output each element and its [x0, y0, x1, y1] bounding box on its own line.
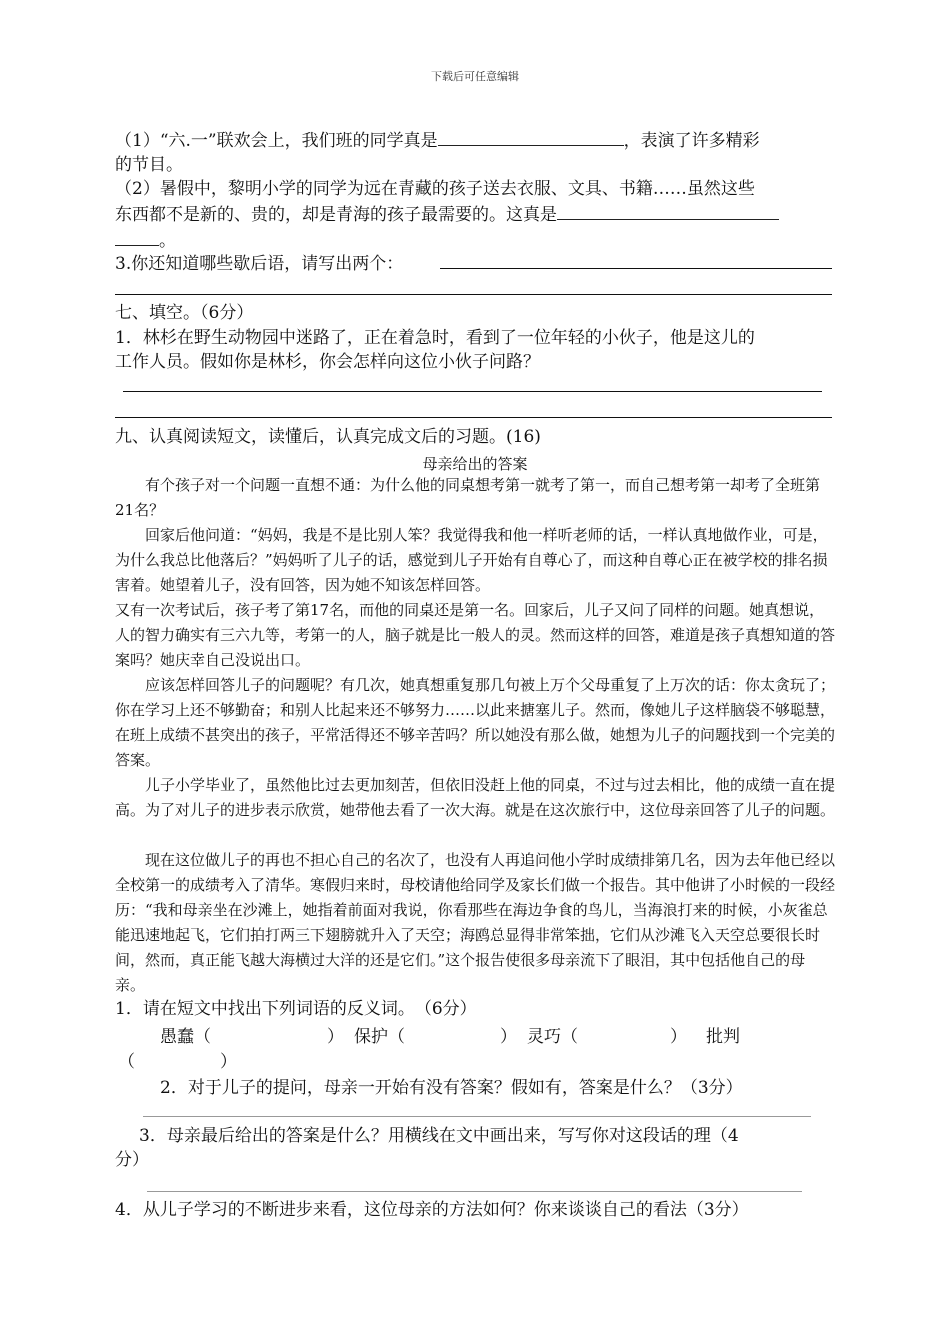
section6-q3: [115, 252, 835, 276]
q3-answer-line-2[interactable]: [115, 294, 832, 295]
q3-answer-line-s9[interactable]: [147, 1191, 802, 1192]
section9-heading: 九、认真阅读短文，读懂后，认真完成文后的习题。(16): [115, 427, 541, 447]
section7-q1: [115, 326, 835, 374]
antonym-close-3: ）: [670, 1027, 687, 1047]
item2-blank-cont[interactable]: [115, 227, 159, 246]
item1-text-c: 的节目。: [115, 155, 183, 175]
passage-paragraph-4: 应该怎样回答儿子的问题呢？有几次，她真想重复那几句被上万个父母重复了上万次的话：你太贪玩了；你在学习上还不够勤奋；和别人比起来还不够努力……以此来搪塞儿子。然而，像她儿子这样脑袋不够聪慧，在班上成绩不甚突出的孩子，平常活得还不够辛苦吗？所以她没有那么做，她想为儿子的问题找到一个完美的答案。: [115, 676, 836, 769]
item1-text-b: ，表演了许多精彩: [623, 131, 760, 151]
passage-paragraph-1: 有个孩子对一个问题一直想不通：为什么他的同桌想考第一就考了第一，而自己想考第一却考了全班第21名？: [115, 476, 821, 519]
question-4: 4．从儿子学习的不断进步来看，这位母亲的方法如何？你来谈谈自己的看法（3分）: [115, 1200, 749, 1220]
section6-item1: [115, 127, 835, 177]
q3-text: 3.你还知道哪些歇后语，请写出两个：: [115, 254, 404, 274]
q3-text-a: 3．母亲最后给出的答案是什么？用横线在文中画出来，写写你对这段话的理（4: [139, 1126, 739, 1146]
antonym-close-4: ）: [220, 1052, 237, 1072]
antonym-close-1: ）: [327, 1027, 344, 1047]
s7q1-text-b: 工作人员。假如你是林杉，你会怎样向这位小伙子问路？: [115, 352, 540, 372]
item1-text-a: （1）“六.一”联欢会上，我们班的同学真是: [115, 131, 438, 151]
passage-paragraph-3: 又有一次考试后，孩子考了第17名，而他的同桌还是第一名。回家后，儿子又问了同样的问题。她真想说，人的智力确实有三六九等，考第一的人，脑子就是比一般人的灵。然而这样的回答，难道是孩子真想知道的答案吗？她庆幸自己没说出口。: [115, 601, 836, 669]
item2-text-b: 东西都不是新的、贵的，却是青海的孩子最需要的。这真是: [115, 205, 557, 225]
antonym-open-4: （: [118, 1052, 135, 1072]
antonym-word-2: 保护（: [354, 1027, 405, 1047]
antonym-close-2: ）: [500, 1027, 517, 1047]
s7q1-answer-line-2[interactable]: [115, 417, 832, 418]
question-1: 1．请在短文中找出下列词语的反义词。 （6分）: [115, 999, 477, 1019]
item2-blank[interactable]: [557, 201, 779, 220]
item1-blank[interactable]: [438, 127, 624, 146]
antonym-word-4: 批判: [706, 1027, 740, 1047]
page-header-note: 下载后可任意编辑: [431, 70, 519, 83]
item2-text-a: （2）暑假中，黎明小学的同学为远在青藏的孩子送去衣服、文具、书籍……虽然这些: [115, 179, 755, 199]
s7q1-answer-line[interactable]: [123, 391, 822, 392]
section7-heading: 七、填空。（6分）: [115, 303, 254, 323]
q3-text-b: 分）: [115, 1150, 149, 1170]
item2-text-c: 。: [159, 231, 176, 251]
antonym-word-1: 愚蠢（: [160, 1027, 211, 1047]
q2-answer-line[interactable]: [143, 1116, 811, 1117]
question-3: [115, 1124, 835, 1172]
question-2: 2．对于儿子的提问，母亲一开始有没有答案？假如有，答案是什么？（3分）: [160, 1078, 743, 1098]
section6-item2: [115, 177, 835, 253]
q3-answer-line[interactable]: [440, 268, 832, 269]
passage-paragraph-6: 现在这位做儿子的再也不担心自己的名次了，也没有人再追问他小学时成绩排第几名，因为去年他已经以全校第一的成绩考入了清华。寒假归来时，母校请他给同学及家长们做一个报告。其中他讲了小时候的一段经历：“我和母亲坐在沙滩上，她指着前面对我说，你看那些在海边争食的鸟儿，当海浪打来的时候，小灰雀总能迅速地起飞，它们拍打两三下翅膀就升入了天空；海鸥总显得非常笨拙，它们从沙滩飞入天空总要很长时间，然而，真正能飞越大海横过大洋的还是它们。”这个报告使很多母亲流下了眼泪，其中包括他自己的母亲。: [115, 851, 836, 994]
passage-paragraph-5: 儿子小学毕业了，虽然他比过去更加刻苦，但依旧没赶上他的同桌，不过与过去相比，他的成绩一直在提高。为了对儿子的进步表示欣赏，她带他去看了一次大海。就是在这次旅行中，这位母亲回答了儿子的问题。: [115, 776, 836, 819]
s7q1-text-a: 1．林杉在野生动物园中迷路了，正在着急时，看到了一位年轻的小伙子，他是这儿的: [115, 328, 755, 348]
passage-paragraph-2: 回家后他问道：“妈妈，我是不是比别人笨？我觉得我和他一样听老师的话，一样认真地做作业，可是，为什么我总比他落后？”妈妈听了儿子的话，感觉到儿子开始有自尊心了，而这种自尊心正在被学校的排名损害着。她望着儿子，没有回答，因为她不知该怎样回答。: [115, 526, 828, 594]
passage-title: 母亲给出的答案: [422, 455, 528, 473]
antonym-word-3: 灵巧（: [527, 1027, 578, 1047]
